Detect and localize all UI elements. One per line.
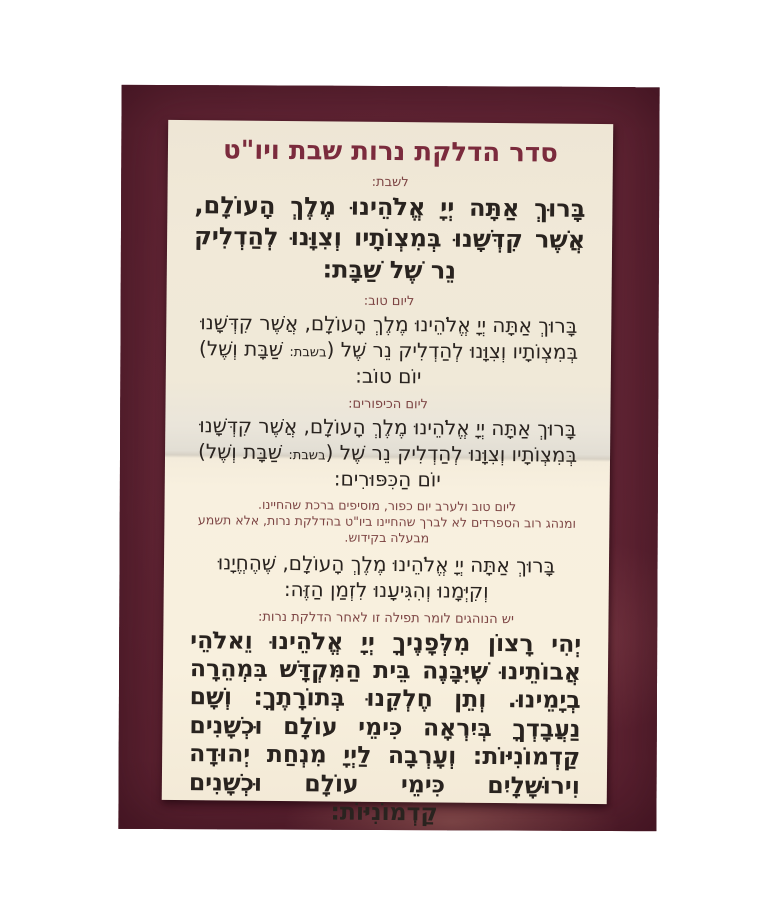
blessing-yom-tov-end: שַׁבָּת וְשֶׁל) יוֹם טוֹב:	[198, 336, 422, 389]
card-title: סדר הדלקת נרות שבת ויו"ט	[222, 135, 558, 169]
blessing-yom-tov-inline-note: בשבת:	[289, 345, 327, 361]
yehi-ratzon-prayer: יְהִי רָצוֹן מִלְּפָנֶיךָ יְיָ אֱלֹהֵינוּ וֵאלֹהֵי אֲבוֹתֵינוּ שֶׁיִּבָּנֶה בֵּית הַמִּקְדָּשׁ בִּמְהֵרָה בְיָמֵינוּ. וְתֵן חֶלְקֵנוּ בְּתוֹרָתֶךָ: וְשָׁם נַעֲבָדְךָ בְּיִרְאָה כִּימֵי עוֹלָם וּכְשָׁנִים קַדְמוֹנִיּוֹת: וְעָרְבָה לַיְיָ מִנְחַת יְהוּדָה וִירוּשָׁלָיִם כִּימֵי עוֹלָם וּכְשָׁנִים קַדְמוֹנִיּוֹת:	[188, 625, 582, 827]
blessing-yom-tov-main: בָּרוּךְ אַתָּה יְיָ אֱלֹהֵינוּ מֶלֶךְ הָעוֹלָם, אֲשֶׁר קִדְּשָׁנוּ בְּמִצְוֹתָיו וְצִוָּנוּ לְהַדְלִיק נֵר שֶׁל (	[200, 310, 579, 365]
section-label-shabbat: לשבת:	[371, 174, 409, 191]
blessing-shehecheyanu: בָּרוּךְ אַתָּה יְיָ אֱלֹהֵינוּ מֶלֶךְ הָעוֹלָם, שֶׁהֶחֱיָנוּ וְקִיְּמָנוּ וְהִגִּיעָנוּ לִזְמַן הַזֶּה:	[217, 549, 556, 603]
maroon-mat	[118, 85, 659, 831]
shehecheyanu-custom-note	[191, 496, 582, 547]
section-label-yom-tov: ליום טוב:	[363, 294, 415, 310]
note-line-2: ומנהג רוב הספרדים לא לברך שהחיינו ביו"ט בהדלקת נרות, אלא תשמע מבעלה בקידוש.	[197, 512, 576, 546]
candle-lighting-prayer-card	[162, 120, 614, 827]
note-line-1: ליום טוב ולערב יום כפור, מוסיפים ברכת שהחיינו.	[257, 497, 517, 515]
yehi-ratzon-instruction-label: יש הנוהגים לומר תפילה זו לאחר הדלקת נרות:	[257, 609, 515, 627]
blessing-yom-kippur	[192, 412, 584, 494]
blessing-yom-kippur-main: בָּרוּךְ אַתָּה יְיָ אֱלֹהֵינוּ מֶלֶךְ הָעוֹלָם, אֲשֶׁר קִדְּשָׁנוּ בְּמִצְוֹתָיו וְצִוָּנוּ לְהַדְלִיק נֵר שֶׁל (	[199, 413, 578, 468]
blessing-shabbat: בָּרוּךְ אַתָּה יְיָ אֱלֹהֵינוּ מֶלֶךְ הָעוֹלָם, אֲשֶׁר קִדְּשָׁנוּ בְּמִצְוֹתָיו וְצִוָּנוּ לְהַדְלִיק נֵר שֶׁל שַׁבָּת:	[194, 191, 586, 285]
blessing-yom-kippur-inline-note: בשבת:	[288, 448, 326, 464]
blessing-yom-kippur-end: שַׁבָּת וְשֶׁל) יוֹם הַכִּפּוּרִים:	[197, 439, 441, 492]
section-label-yom-kippur: ליום הכיפורים:	[348, 396, 428, 413]
blessing-yom-tov	[193, 309, 585, 391]
